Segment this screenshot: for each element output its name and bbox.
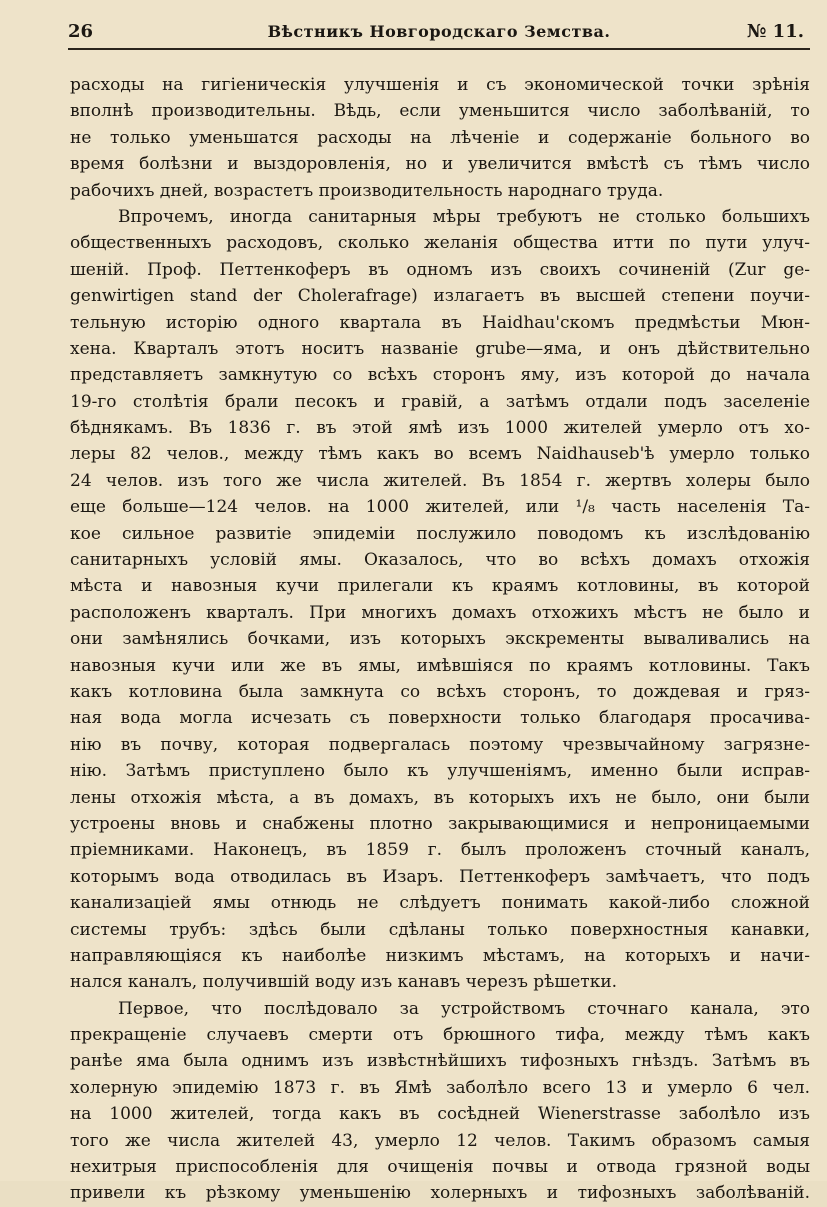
text-line: какъ котловина была замкнута со всѣхъ сторонъ, то дождевая и гряз- <box>70 681 810 702</box>
text-line: 24 челов. изъ того же числа жителей. Въ 1854 г. жертвъ холеры было <box>70 470 810 491</box>
page-header <box>68 18 810 50</box>
text-line: направляющіяся къ наиболѣе низкимъ мѣстамъ, на которыхъ и начи- <box>70 945 810 966</box>
text-line: расположенъ кварталъ. При многихъ домахъ отхожихъ мѣстъ не было и <box>70 602 810 623</box>
text-line: тельную исторію одного квартала въ Haidhau'скомъ предмѣстьи Мюн- <box>70 312 810 333</box>
text-line: нался каналъ, получившій воду изъ канавъ черезъ рѣшетки. <box>70 972 618 993</box>
text-line: на 1000 жителей, тогда какъ въ сосѣдней Wienerstrasse заболѣло изъ <box>70 1104 810 1125</box>
text-line: genwirtigen stand der Cholerafrage) излагаетъ въ высшей степени поучи- <box>70 286 810 307</box>
text-line: канализаціей ямы отнюдь не слѣдуетъ понимать какой-либо сложной <box>70 893 810 914</box>
text-line: расходы на гигіеническія улучшенія и съ экономической точки зрѣнія <box>70 75 810 95</box>
text-line: они замѣнялись бочками, изъ которыхъ экскременты вываливались на <box>70 629 810 650</box>
text-line: нію. Затѣмъ приступлено было къ улучшеніямъ, именно были исправ- <box>70 761 810 782</box>
text-line: Первое, что послѣдовало за устройствомъ сточнаго канала, это <box>118 998 810 1019</box>
text-line: которымъ вода отводилась въ Изаръ. Петтенкоферъ замѣчаетъ, что подъ <box>70 866 810 887</box>
text-line: лены отхожія мѣста, а въ домахъ, въ которыхъ ихъ не было, они были <box>70 787 810 808</box>
text-line: пріемниками. Наконецъ, въ 1859 г. былъ проложенъ сточный каналъ, <box>70 840 810 861</box>
text-line: Впрочемъ, иногда санитарныя мѣры требуютъ не столько большихъ <box>118 206 810 227</box>
body-text <box>70 72 810 1207</box>
text-line: ная вода могла исчезать съ поверхности только благодаря просачива- <box>70 708 810 729</box>
text-line: леры 82 челов., между тѣмъ какъ во всемъ Naidhauseb'ѣ умерло только <box>70 444 810 465</box>
text-line: представляетъ замкнутую со всѣхъ сторонъ яму, изъ которой до начала <box>70 365 810 386</box>
text-line: ранѣе яма была однимъ изъ извѣстнѣйшихъ тифозныхъ гнѣздъ. Затѣмъ въ <box>70 1051 810 1072</box>
text-line: того же числа жителей 43, умерло 12 челов. Такимъ образомъ самыя <box>70 1130 810 1151</box>
text-line: рабочихъ дней, возрастетъ производительность народнаго труда. <box>70 180 664 201</box>
text-line: вполнѣ производительны. Вѣдь, если уменьшится число заболѣваній, то <box>70 101 810 122</box>
text-line: навозныя кучи или же въ ямы, имѣвшіяся по краямъ котловины. Такъ <box>70 655 810 676</box>
text-line: нехитрыя приспособленія для очищенія почвы и отвода грязной воды <box>70 1157 810 1178</box>
text-line: бѣднякамъ. Въ 1836 г. въ этой ямѣ изъ 1000 жителей умерло отъ хо- <box>70 418 810 439</box>
text-line: системы трубъ: здѣсь были сдѣланы только поверхностныя канавки, <box>70 919 810 940</box>
text-line: время болѣзни и выздоровленія, но и увеличится вмѣстѣ съ тѣмъ число <box>70 154 810 175</box>
text-line: холерную эпидемію 1873 г. въ Ямѣ заболѣло всего 13 и умерло 6 чел. <box>70 1077 810 1098</box>
page-number: 26 <box>68 21 94 42</box>
text-line: общественныхъ расходовъ, сколько желанія общества итти по пути улуч- <box>70 233 810 254</box>
text-line: нію въ почву, которая подвергалась поэтому чрезвычайному загрязне- <box>70 734 810 755</box>
text-line: еще больше—124 челов. на 1000 жителей, или ¹/₈ часть населенія Та- <box>70 497 810 518</box>
text-line: 19-го столѣтія брали песокъ и гравій, а затѣмъ отдали подъ заселеніе <box>70 391 810 412</box>
text-line: кое сильное развитіе эпидеміи послужило поводомъ къ изслѣдованію <box>70 523 810 544</box>
text-line: прекращеніе случаевъ смерти отъ брюшного тифа, между тѣмъ какъ <box>70 1025 810 1046</box>
issue-number: № 11. <box>746 21 804 42</box>
text-line: хена. Кварталъ этотъ носитъ названіе grube—яма, и онъ дѣйствительно <box>70 338 810 359</box>
text-line: мѣста и навозныя кучи прилегали къ краямъ котловины, въ которой <box>70 576 810 597</box>
text-line: устроены вновь и снабжены плотно закрывающимися и непроницаемыми <box>70 813 810 834</box>
text-line: привели къ рѣзкому уменьшенію холерныхъ и тифозныхъ заболѣваній. <box>70 1183 810 1204</box>
text-line: санитарныхъ условій ямы. Оказалось, что во всѣхъ домахъ отхожія <box>70 550 810 571</box>
text-line: не только уменьшатся расходы на лѣченіе и содержаніе больного во <box>70 127 810 148</box>
text-line: шеній. Проф. Петтенкоферъ въ одномъ изъ своихъ сочиненій (Zur ge- <box>70 259 810 280</box>
running-title: Вѣстникъ Новгородскаго Земства. <box>267 22 611 41</box>
